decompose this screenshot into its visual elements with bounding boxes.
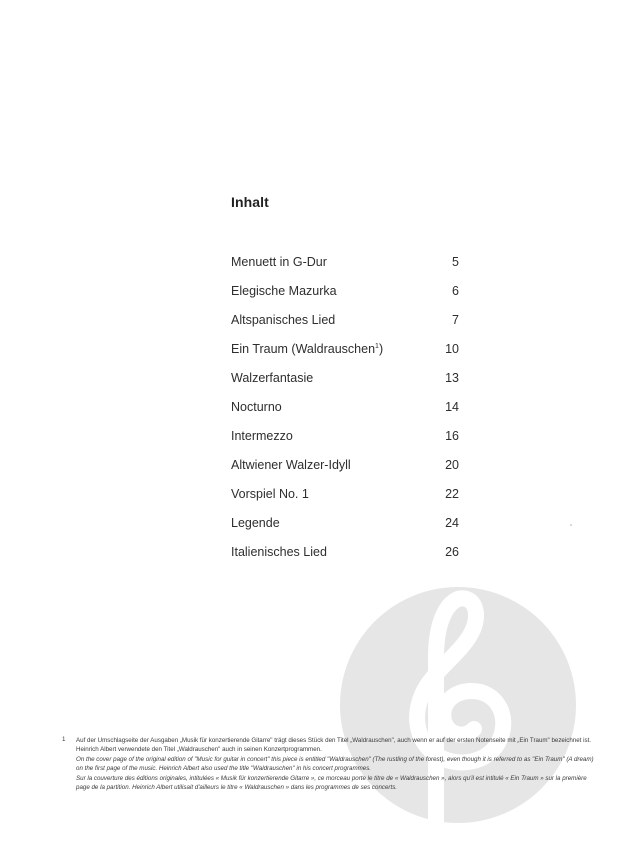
- toc-entry-title-suffix: ): [378, 342, 384, 356]
- toc-entry: [231, 516, 459, 545]
- toc-entry-title: Intermezzo: [231, 429, 293, 443]
- toc-entry: [231, 371, 459, 400]
- toc-entry-page: 26: [445, 545, 459, 559]
- toc-entry-title: Italienisches Lied: [231, 545, 327, 559]
- page-speck: [570, 524, 572, 526]
- toc-entry-title: Menuett in G-Dur: [231, 255, 327, 269]
- toc-entry-title: Vorspiel No. 1: [231, 487, 309, 501]
- toc-entry-page: 13: [445, 371, 459, 385]
- toc-entry-page: 20: [445, 458, 459, 472]
- footnote-english: On the cover page of the original edition of "Music for guitar in concert" this piece is entitled "Waldrauschen" (The rustling of the forest), even though it is referred to as "Ein Traum" (A dream) on the first page of the music. Heinrich Albert also used the title "Waldrauschen" in his concert programmes.: [76, 756, 594, 772]
- toc-entry-title: Altspanisches Lied: [231, 313, 336, 327]
- toc-entry: [231, 284, 459, 313]
- toc-entry: [231, 429, 459, 458]
- toc-entry-title: Elegische Mazurka: [231, 284, 337, 298]
- toc-entry: [231, 458, 459, 487]
- footnote-reference: 1: [375, 342, 379, 350]
- toc-entry-page: 14: [445, 400, 459, 414]
- table-of-contents: [231, 255, 459, 574]
- toc-entry: [231, 313, 459, 342]
- toc-entry-title: Walzerfantasie: [231, 371, 314, 385]
- footnote-german: Auf der Umschlagseite der Ausgaben „Musik für konzertierende Gitarre" trägt dieses Stück den Titel „Waldrauschen", auch wenn er auf der ersten Notenseite mit „Ein Traum" bezeichnet ist. Heinrich Albert verwendete den Titel „Waldrauschen" auch in seinen Konzertprogrammen.: [76, 737, 592, 753]
- toc-entry-title: Altwiener Walzer-Idyll: [231, 458, 351, 472]
- toc-entry-title: [231, 342, 383, 356]
- toc-entry-title: Nocturno: [231, 400, 282, 414]
- toc-entry-title-text: Ein Traum (Waldrauschen: [231, 342, 376, 356]
- toc-entry: [231, 400, 459, 429]
- toc-entry-page: 22: [445, 487, 459, 501]
- toc-entry-page: 5: [452, 255, 459, 269]
- toc-entry-page: 16: [445, 429, 459, 443]
- page-title: Inhalt: [231, 194, 269, 210]
- toc-entry: [231, 487, 459, 516]
- toc-entry: [231, 255, 459, 284]
- footnotes: [76, 736, 596, 793]
- footnote-marker: 1: [62, 736, 66, 743]
- toc-entry-title: Legende: [231, 516, 280, 530]
- footnote-french: Sur la couverture des éditions originales, intitulées « Musik für konzertierende Gitarre », ce morceau porte le titre de « Waldrauschen », alors qu'il est intitulé « Ein Traum » sur la première page de la partition. Heinrich Albert utilisait d'ailleurs le titre « Waldrauschen » dans les programmes de ses concerts.: [76, 775, 587, 791]
- toc-entry-page: 24: [445, 516, 459, 530]
- toc-entry-page: 6: [452, 284, 459, 298]
- toc-entry-page: 10: [445, 342, 459, 356]
- toc-entry-page: 7: [452, 313, 459, 327]
- toc-entry: [231, 545, 459, 574]
- toc-entry: [231, 342, 459, 371]
